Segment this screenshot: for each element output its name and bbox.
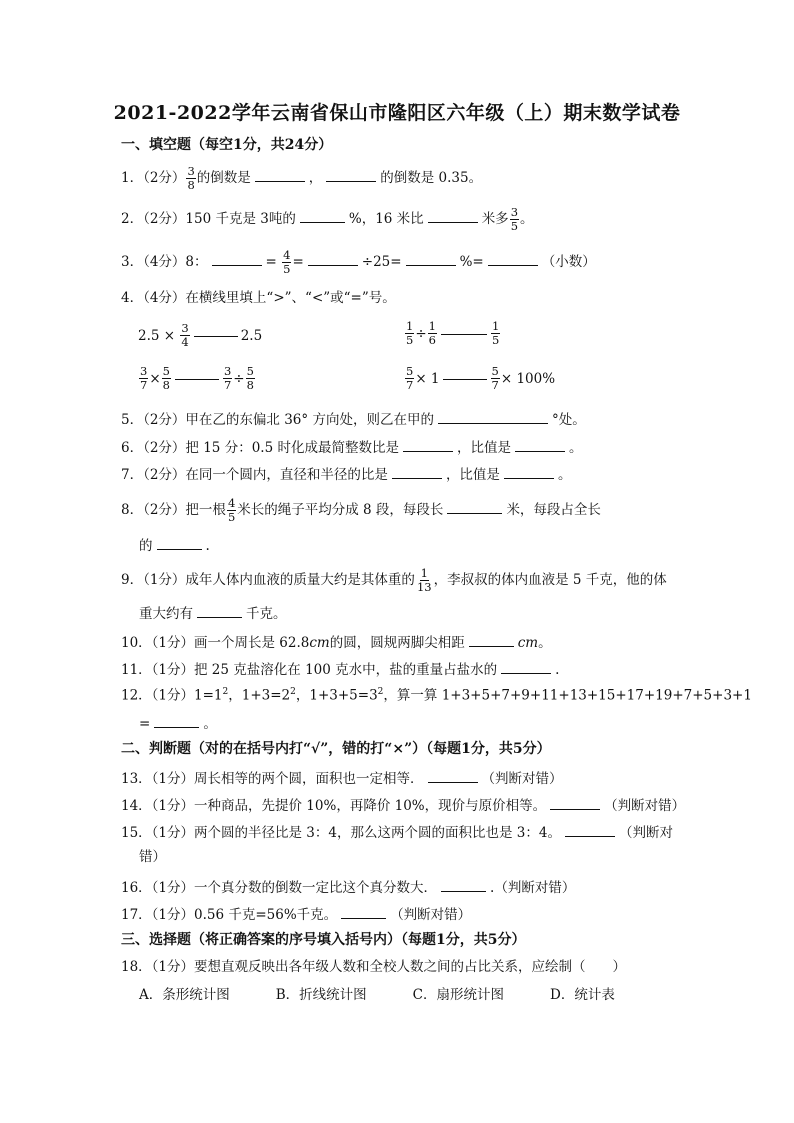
question-1: 1．（2分） $\frac{3}{8}$ 的倒数是 ， 的倒数是 0.35。: [121, 164, 483, 193]
compare-c: $\frac{3}{7}$ × $\frac{5}{8}$ $\frac{3}{7}$ ÷ $\frac{5}{8}$: [140, 364, 254, 393]
answer-blank[interactable]: [441, 879, 486, 892]
compare-blank[interactable]: [175, 378, 219, 380]
compare-b: $\frac{1}{5}$ ÷ $\frac{1}{6}$ $\frac{1}{5}$: [406, 319, 500, 348]
compare-blank[interactable]: [443, 378, 487, 380]
question-8: 8．（2分）把一根 $\frac{4}{5}$ 米长的绳子平均分成 8 段，每段长 米，每段占全长: [121, 496, 601, 525]
answer-blank[interactable]: [428, 210, 478, 223]
fraction: $\frac{3}{5}$: [510, 205, 519, 234]
option-d[interactable]: D．统计表: [550, 987, 615, 1003]
compare-d: $\frac{5}{7}$ × 1 $\frac{5}{7}$ × 100%: [406, 364, 556, 393]
option-a[interactable]: A．条形统计图: [139, 987, 230, 1003]
answer-blank[interactable]: [501, 661, 551, 674]
answer-blank[interactable]: [447, 501, 502, 514]
question-5: 5．（2分）甲在乙的东偏北 36° 方向处，则乙在甲的 °处。: [121, 412, 586, 428]
answer-blank[interactable]: [469, 634, 514, 647]
question-12-line-2: = 。: [139, 716, 217, 732]
question-17: 17．（1分）0.56 千克=56%千克。 （判断对错）: [121, 907, 472, 923]
section-true-false: 二、判断题（对的在括号内打“√”，错的打“×”）（每题1分，共5分）: [121, 741, 551, 757]
answer-blank[interactable]: [428, 770, 478, 783]
question-13: 13．（1分）周长相等的两个圆，面积也一定相等． （判断对错）: [121, 771, 563, 787]
fraction: $\frac{3}{8}$: [187, 164, 195, 193]
question-9: 9．（1分）成年人体内血液的质量大约是其体重的 $\frac{1}{13}$ ，李叔叔的体内血液是 5 千克，他的体: [121, 566, 667, 595]
answer-blank[interactable]: [308, 253, 358, 266]
answer-blank[interactable]: [488, 253, 538, 266]
fraction: $\frac{4}{5}$: [283, 248, 291, 277]
answer-blank[interactable]: [157, 537, 202, 550]
answer-blank[interactable]: [197, 605, 242, 618]
compare-blank[interactable]: [441, 333, 487, 335]
exam-title: 2021-2022学年云南省保山市隆阳区六年级（上）期末数学试卷: [113, 102, 681, 124]
question-16: 16．（1分）一个真分数的倒数一定比这个真分数大． .（判断对错）: [121, 880, 576, 896]
section-multiple-choice: 三、选择题（将正确答案的序号填入括号内）（每题1分，共5分）: [121, 932, 526, 948]
question-4: 4．（4分）在横线里填上“>”、“<”或“=”号。: [121, 290, 396, 306]
compare-a: 2.5 × $\frac{3}{4}$ 2.5: [138, 321, 263, 350]
option-b[interactable]: B．折线统计图: [275, 987, 367, 1003]
answer-blank[interactable]: [255, 169, 305, 182]
fraction: $\frac{1}{13}$: [416, 566, 432, 595]
question-15-line-2: 错）: [139, 849, 166, 865]
compare-blank[interactable]: [194, 335, 238, 337]
answer-blank[interactable]: [438, 411, 548, 424]
answer-blank[interactable]: [326, 169, 376, 182]
question-7: 7．（2分）在同一个圆内，直径和半径的比是 ，比值是 。: [121, 467, 572, 483]
answer-blank[interactable]: [392, 466, 442, 479]
question-10: 10．（1分）画一个周长是 62.8cm的圆，圆规两脚尖相距 cm。: [121, 635, 552, 651]
answer-blank[interactable]: [515, 439, 565, 452]
answer-blank[interactable]: [154, 715, 199, 728]
answer-blank[interactable]: [550, 797, 600, 810]
answer-blank[interactable]: [565, 824, 615, 837]
question-14: 14．（1分）一种商品，先提价 10%，再降价 10%，现价与原价相等。 （判断对错）: [121, 798, 686, 814]
fraction: $\frac{4}{5}$: [227, 496, 236, 525]
question-2: 2．（2分）150 千克是 3吨的 %，16 米比 米多 $\frac{3}{5}$ 。: [121, 205, 534, 234]
answer-blank[interactable]: [403, 439, 453, 452]
question-12: 12．（1分）$1=1^2$，$1+3=2^2$，$1+3+5=3^2$，算一算 1+3+5+7+9+11+13+15+17+19+7+5+3+1: [121, 687, 752, 704]
question-6: 6．（2分）把 15 分：0.5 时化成最简整数比是 ，比值是 。: [121, 440, 583, 456]
answer-blank[interactable]: [212, 253, 262, 266]
question-18: 18．（1分）要想直观反映出各年级人数和全校人数之间的占比关系，应绘制（ ）: [121, 959, 627, 975]
question-15: 15．（1分）两个圆的半径比是 3：4，那么这两个圆的面积比也是 3：4。 （判断对: [121, 825, 673, 841]
answer-blank[interactable]: [300, 210, 345, 223]
question-11: 11．（1分）把 25 克盐溶化在 100 克水中，盐的重量占盐水的 .: [121, 662, 560, 678]
option-c[interactable]: C．扇形统计图: [412, 987, 505, 1003]
answer-blank[interactable]: [341, 906, 386, 919]
section-fill-in: 一、填空题（每空1分，共24分）: [121, 137, 333, 153]
question-3: 3．（4分）8： = $\frac{4}{5}$ = ÷25= %= （小数）: [121, 248, 596, 277]
question-9-line-2: 重大约有 千克。: [139, 606, 287, 622]
question-18-options: [139, 989, 661, 1003]
answer-blank[interactable]: [504, 466, 554, 479]
question-8-line-2: 的 .: [139, 538, 210, 554]
answer-blank[interactable]: [406, 253, 456, 266]
